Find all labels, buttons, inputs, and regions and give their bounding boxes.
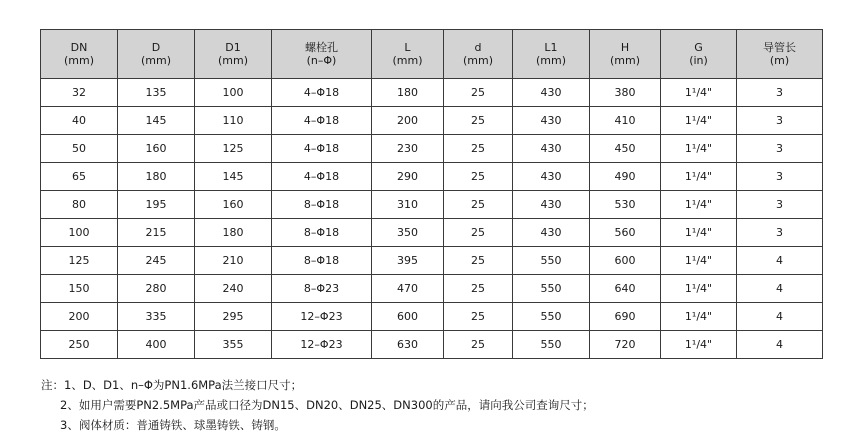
header-unit: (mm) xyxy=(63,54,94,67)
header-cell-l1 xyxy=(513,30,590,79)
header-cell-dn xyxy=(41,30,118,79)
header-unit: (mm) xyxy=(535,54,566,67)
cell-small-d: 25 xyxy=(444,303,513,331)
cell-l1: 550 xyxy=(513,247,590,275)
cell-d: 245 xyxy=(118,247,195,275)
cell-h: 560 xyxy=(590,219,661,247)
header-cell-d xyxy=(118,30,195,79)
cell-bolt-holes: 4–Φ18 xyxy=(272,163,372,191)
notes-section xyxy=(41,375,821,435)
cell-l1: 430 xyxy=(513,219,590,247)
cell-d1: 240 xyxy=(195,275,272,303)
cell-dn: 40 xyxy=(41,107,118,135)
header-name: D xyxy=(151,41,161,54)
header-unit: (mm) xyxy=(140,54,171,67)
header-unit: (mm) xyxy=(609,54,640,67)
cell-g: 1¹/4" xyxy=(661,247,737,275)
cell-g: 1¹/4" xyxy=(661,275,737,303)
cell-small-d: 25 xyxy=(444,275,513,303)
header-row xyxy=(41,30,823,79)
cell-dn: 200 xyxy=(41,303,118,331)
cell-bolt-holes: 12–Φ23 xyxy=(272,331,372,359)
cell-bolt-holes: 8–Φ18 xyxy=(272,219,372,247)
cell-l: 395 xyxy=(372,247,444,275)
cell-d: 400 xyxy=(118,331,195,359)
header-cell-pipe-length xyxy=(737,30,823,79)
cell-d: 135 xyxy=(118,79,195,107)
cell-pipe-length: 4 xyxy=(737,331,823,359)
table-row xyxy=(41,303,823,331)
cell-dn: 50 xyxy=(41,135,118,163)
cell-h: 450 xyxy=(590,135,661,163)
cell-d1: 210 xyxy=(195,247,272,275)
cell-l: 180 xyxy=(372,79,444,107)
cell-g: 1¹/4" xyxy=(661,135,737,163)
spec-table xyxy=(40,29,823,359)
cell-pipe-length: 4 xyxy=(737,303,823,331)
cell-l1: 430 xyxy=(513,79,590,107)
table-row xyxy=(41,163,823,191)
table-row xyxy=(41,107,823,135)
table-row xyxy=(41,275,823,303)
note-line-2: 2、如用户需要PN2.5MPa产品或口径为DN15、DN20、DN25、DN300的产品，请向我公司查询尺寸； xyxy=(60,398,594,412)
cell-pipe-length: 3 xyxy=(737,79,823,107)
cell-g: 1¹/4" xyxy=(661,107,737,135)
table-row xyxy=(41,135,823,163)
header-name: D1 xyxy=(225,41,241,54)
cell-d: 160 xyxy=(118,135,195,163)
note-line-3: 3、阀体材质：普通铸铁、球墨铸铁、铸钢。 xyxy=(60,418,286,432)
header-name: 导管长 xyxy=(763,41,796,54)
cell-d1: 180 xyxy=(195,219,272,247)
table-row xyxy=(41,191,823,219)
cell-small-d: 25 xyxy=(444,107,513,135)
note-line-1: 注：1、D、D1、n–Φ为PN1.6MPa法兰接口尺寸； xyxy=(41,378,303,392)
cell-bolt-holes: 4–Φ18 xyxy=(272,107,372,135)
cell-d1: 100 xyxy=(195,79,272,107)
header-unit: (mm) xyxy=(462,54,493,67)
cell-d1: 110 xyxy=(195,107,272,135)
cell-l1: 550 xyxy=(513,331,590,359)
header-name: d xyxy=(474,41,482,54)
cell-bolt-holes: 8–Φ23 xyxy=(272,275,372,303)
table-row xyxy=(41,79,823,107)
table-row xyxy=(41,219,823,247)
cell-bolt-holes: 8–Φ18 xyxy=(272,247,372,275)
table-header xyxy=(41,30,823,79)
cell-g: 1¹/4" xyxy=(661,303,737,331)
cell-l: 350 xyxy=(372,219,444,247)
cell-dn: 80 xyxy=(41,191,118,219)
table-body xyxy=(41,79,823,359)
cell-g: 1¹/4" xyxy=(661,79,737,107)
header-cell-h xyxy=(590,30,661,79)
table-row xyxy=(41,331,823,359)
cell-h: 490 xyxy=(590,163,661,191)
cell-small-d: 25 xyxy=(444,135,513,163)
cell-l1: 430 xyxy=(513,135,590,163)
cell-l: 630 xyxy=(372,331,444,359)
header-unit: (mm) xyxy=(392,54,423,67)
cell-small-d: 25 xyxy=(444,163,513,191)
cell-pipe-length: 4 xyxy=(737,247,823,275)
cell-dn: 100 xyxy=(41,219,118,247)
cell-g: 1¹/4" xyxy=(661,219,737,247)
header-unit: (mm) xyxy=(217,54,248,67)
cell-l1: 550 xyxy=(513,303,590,331)
header-name: L xyxy=(404,41,411,54)
cell-small-d: 25 xyxy=(444,191,513,219)
header-cell-d1 xyxy=(195,30,272,79)
header-unit: (n–Φ) xyxy=(306,54,337,67)
cell-h: 640 xyxy=(590,275,661,303)
cell-dn: 250 xyxy=(41,331,118,359)
cell-l: 600 xyxy=(372,303,444,331)
cell-h: 690 xyxy=(590,303,661,331)
header-cell-small-d xyxy=(444,30,513,79)
cell-l1: 550 xyxy=(513,275,590,303)
header-name: L1 xyxy=(544,41,558,54)
header-cell-g xyxy=(661,30,737,79)
cell-dn: 32 xyxy=(41,79,118,107)
cell-bolt-holes: 4–Φ18 xyxy=(272,79,372,107)
cell-bolt-holes: 8–Φ18 xyxy=(272,191,372,219)
cell-h: 530 xyxy=(590,191,661,219)
cell-h: 380 xyxy=(590,79,661,107)
header-cell-l xyxy=(372,30,444,79)
cell-l: 310 xyxy=(372,191,444,219)
cell-dn: 125 xyxy=(41,247,118,275)
cell-dn: 65 xyxy=(41,163,118,191)
header-name: H xyxy=(620,41,630,54)
cell-d: 215 xyxy=(118,219,195,247)
header-unit: (in) xyxy=(689,54,708,67)
cell-l1: 430 xyxy=(513,191,590,219)
cell-l: 470 xyxy=(372,275,444,303)
table-row xyxy=(41,247,823,275)
cell-small-d: 25 xyxy=(444,331,513,359)
cell-l: 200 xyxy=(372,107,444,135)
cell-g: 1¹/4" xyxy=(661,191,737,219)
cell-d1: 355 xyxy=(195,331,272,359)
cell-l: 290 xyxy=(372,163,444,191)
cell-d: 145 xyxy=(118,107,195,135)
cell-small-d: 25 xyxy=(444,79,513,107)
cell-dn: 150 xyxy=(41,275,118,303)
cell-pipe-length: 3 xyxy=(737,191,823,219)
header-name: G xyxy=(694,41,703,54)
header-name: 螺栓孔 xyxy=(305,41,338,54)
cell-l1: 430 xyxy=(513,107,590,135)
cell-pipe-length: 3 xyxy=(737,135,823,163)
header-unit: (m) xyxy=(769,54,790,67)
cell-small-d: 25 xyxy=(444,247,513,275)
cell-d1: 145 xyxy=(195,163,272,191)
cell-h: 600 xyxy=(590,247,661,275)
cell-d: 335 xyxy=(118,303,195,331)
cell-pipe-length: 3 xyxy=(737,163,823,191)
cell-l: 230 xyxy=(372,135,444,163)
cell-g: 1¹/4" xyxy=(661,331,737,359)
header-cell-bolt-holes xyxy=(272,30,372,79)
cell-d: 280 xyxy=(118,275,195,303)
header-name: DN xyxy=(70,41,88,54)
cell-h: 410 xyxy=(590,107,661,135)
cell-pipe-length: 4 xyxy=(737,275,823,303)
cell-pipe-length: 3 xyxy=(737,219,823,247)
cell-g: 1¹/4" xyxy=(661,163,737,191)
cell-small-d: 25 xyxy=(444,219,513,247)
cell-d1: 125 xyxy=(195,135,272,163)
cell-d: 195 xyxy=(118,191,195,219)
cell-l1: 430 xyxy=(513,163,590,191)
cell-d: 180 xyxy=(118,163,195,191)
cell-bolt-holes: 12–Φ23 xyxy=(272,303,372,331)
cell-h: 720 xyxy=(590,331,661,359)
cell-d1: 160 xyxy=(195,191,272,219)
cell-pipe-length: 3 xyxy=(737,107,823,135)
cell-d1: 295 xyxy=(195,303,272,331)
cell-bolt-holes: 4–Φ18 xyxy=(272,135,372,163)
